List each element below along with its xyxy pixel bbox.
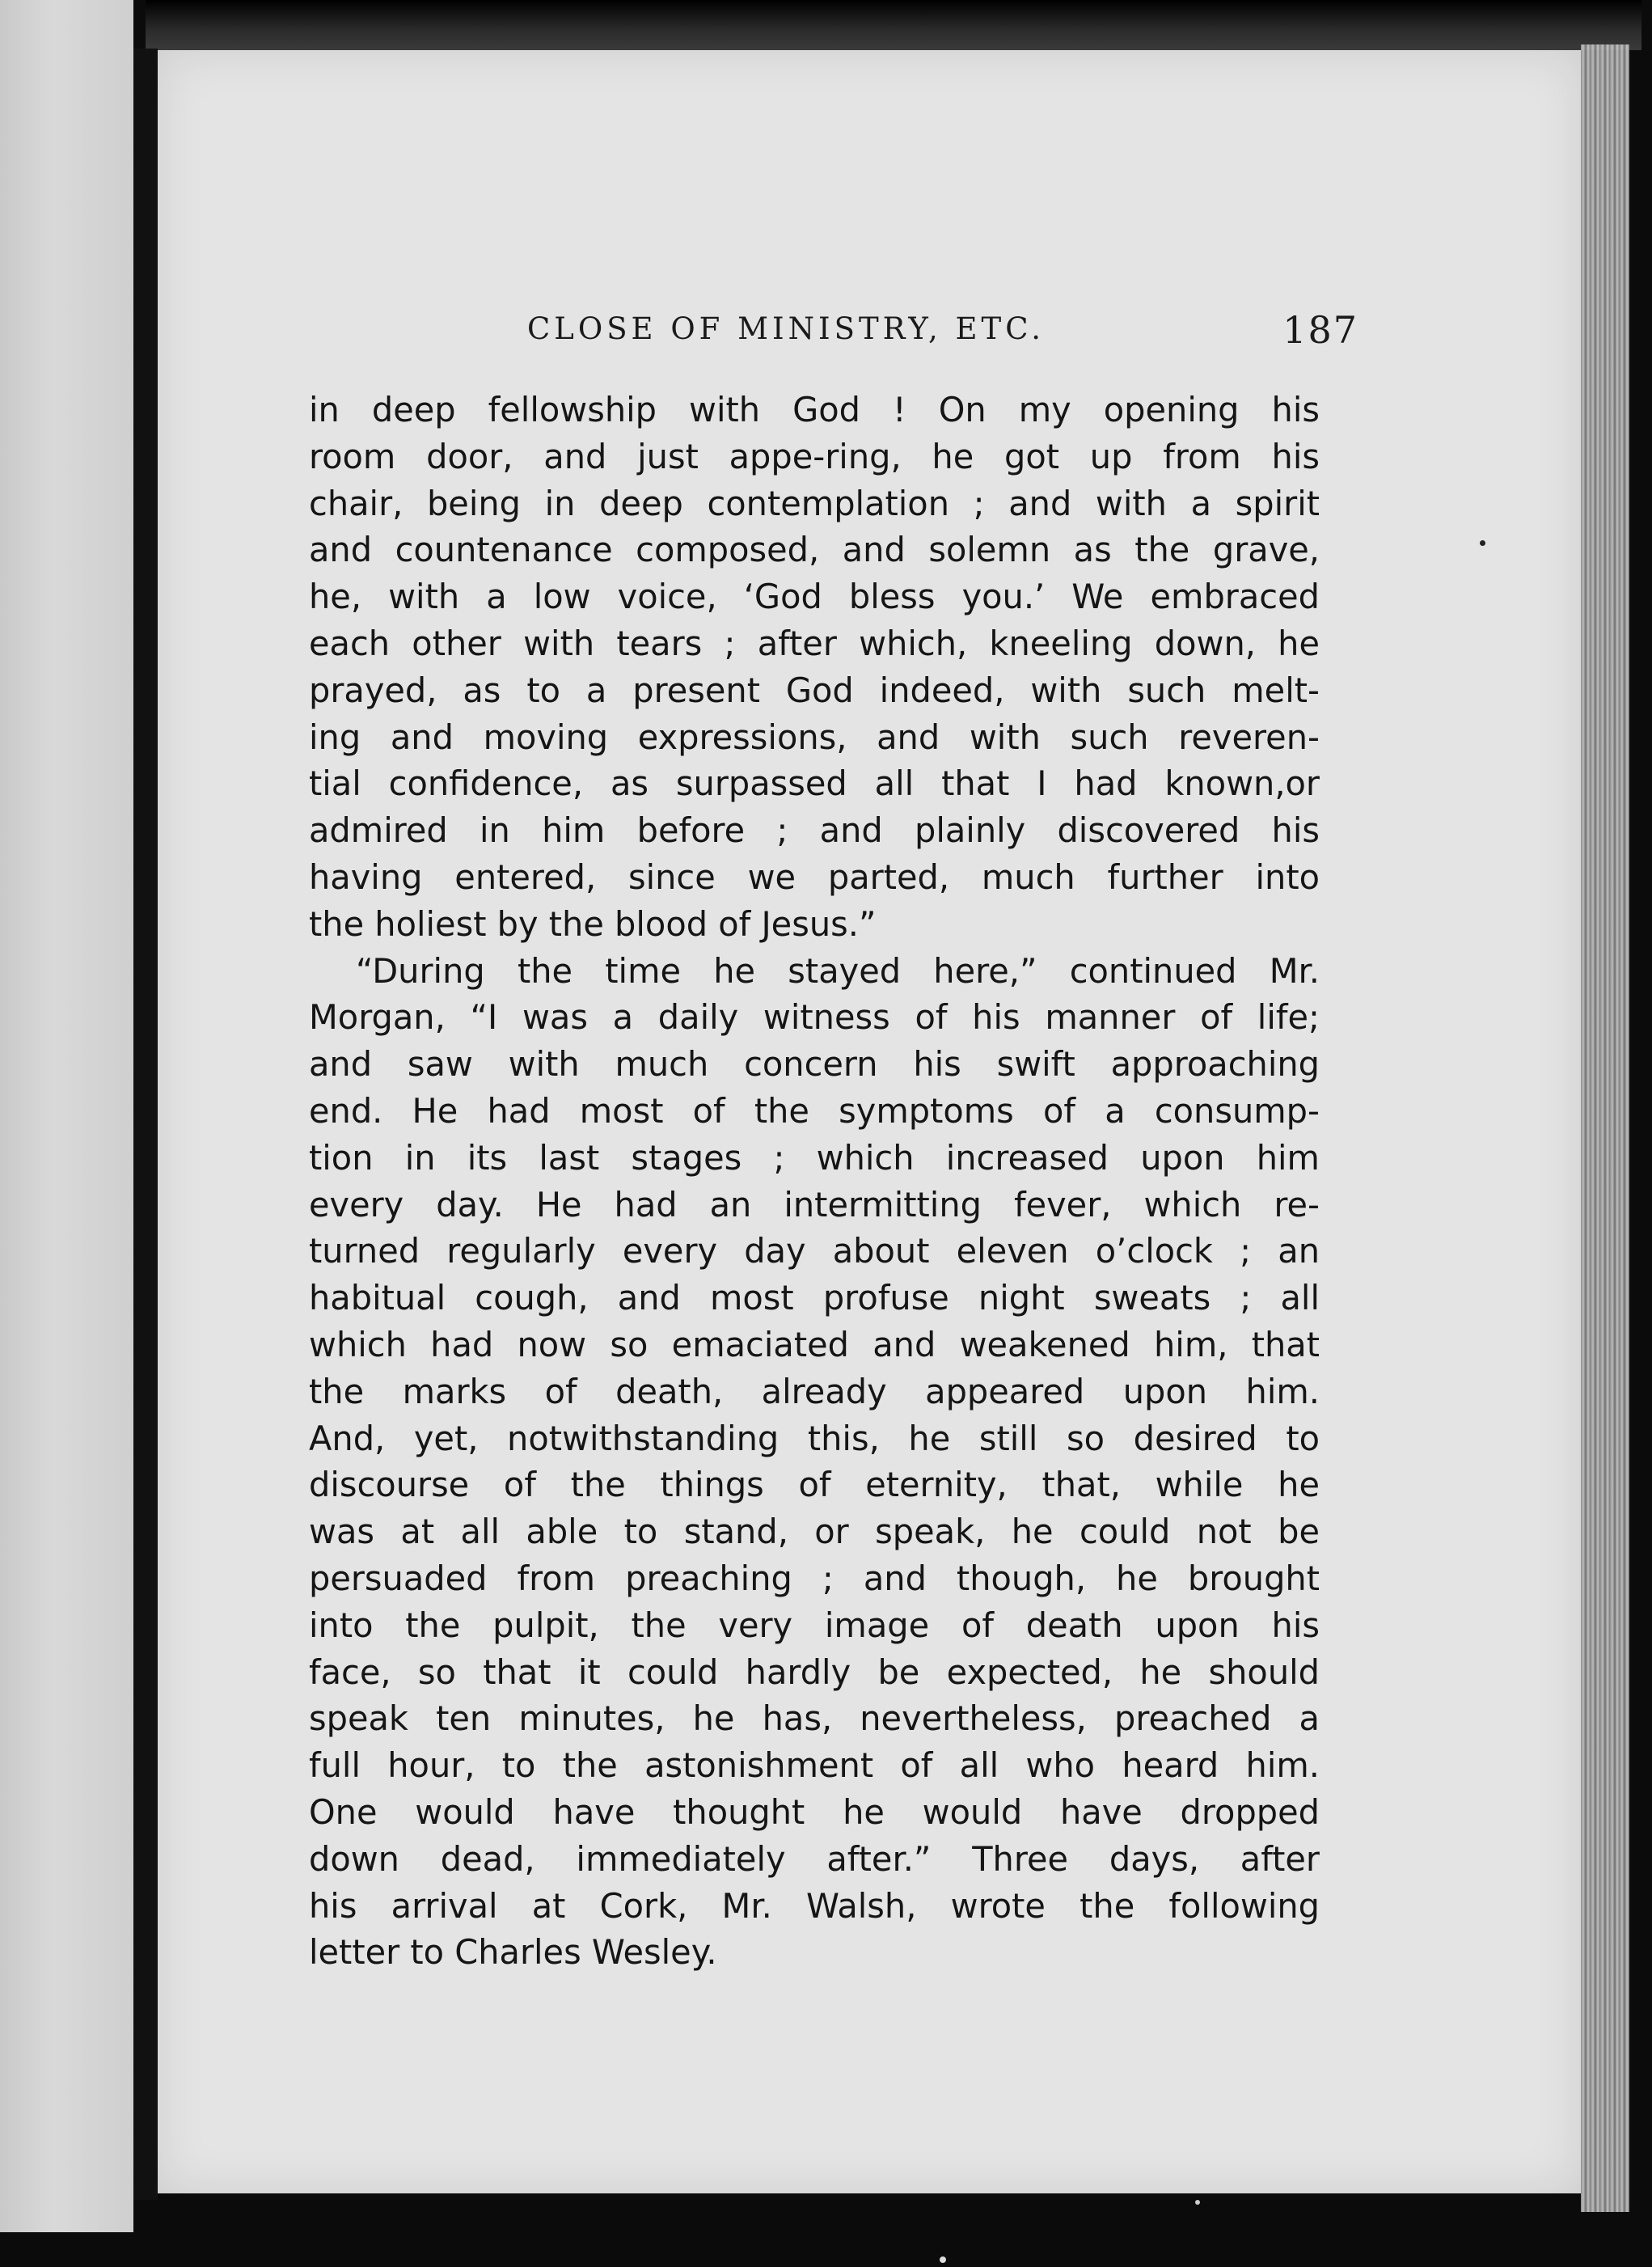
scan-speck (1195, 2200, 1200, 2205)
text-line: admired in him before ; and plainly discovered his (309, 810, 1320, 851)
page-right-edge (1581, 44, 1629, 2212)
text-line: into the pulpit, the very image of death upon his (309, 1605, 1320, 1645)
text-line: he, with a low voice, ‘God bless you.’ We embraced (309, 577, 1320, 617)
text-line: the marks of death, already appeared upon him. (309, 1371, 1320, 1411)
text-line: was at all able to stand, or speak, he could not be (309, 1512, 1320, 1552)
text-line: every day. He had an intermitting fever, which re- (309, 1184, 1320, 1224)
scan-left-margin (0, 0, 133, 2232)
text-line: persuaded from preaching ; and though, he brought (309, 1558, 1320, 1598)
scan-speck (940, 2256, 946, 2263)
text-line: and saw with much concern his swift approaching (309, 1044, 1320, 1085)
text-line: and countenance composed, and solemn as the grave, (309, 530, 1320, 570)
running-head (315, 308, 1358, 360)
body-text (309, 387, 1320, 1976)
text-line: full hour, to the astonishment of all who heard him. (309, 1745, 1320, 1786)
text-line: letter to Charles Wesley. (309, 1932, 717, 1973)
text-line: habitual cough, and most profuse night sweats ; all (309, 1278, 1320, 1318)
text-line: turned regularly every day about eleven o’clock ; an (309, 1231, 1320, 1271)
page-number: 187 (1282, 308, 1358, 352)
text-line: Morgan, “I was a daily witness of his manner of life; (309, 997, 1320, 1038)
text-line: end. He had most of the symptoms of a consump- (309, 1090, 1320, 1131)
text-line: the holiest by the blood of Jesus.” (309, 903, 877, 944)
text-line: ing and moving expressions, and with such reveren- (309, 717, 1320, 757)
text-line: tial confidence, as surpassed all that I had known,or (309, 763, 1320, 804)
text-line: face, so that it could hardly be expected, he should (309, 1652, 1320, 1692)
running-title: CLOSE OF MINISTRY, ETC. (527, 311, 1045, 346)
text-line: chair, being in deep contemplation ; and with a spirit (309, 483, 1320, 523)
text-line: his arrival at Cork, Mr. Walsh, wrote the following (309, 1885, 1320, 1926)
text-line: One would have thought he would have dropped (309, 1791, 1320, 1832)
scan-speck (1480, 540, 1485, 546)
text-line: “During the time he stayed here,” continued Mr. (356, 950, 1320, 991)
text-line: each other with tears ; after which, kneeling down, he (309, 623, 1320, 663)
scan-top-edge (146, 0, 1641, 50)
text-line: And, yet, notwithstanding this, he still so desired to (309, 1418, 1320, 1458)
text-line: prayed, as to a present God indeed, with such melt- (309, 670, 1320, 710)
text-line: in deep fellowship with God ! On my opening his (309, 390, 1320, 429)
text-line: having entered, since we parted, much further into (309, 856, 1320, 897)
text-line: down dead, immediately after.” Three days, after (309, 1838, 1320, 1879)
text-line: speak ten minutes, he has, nevertheless, preached a (309, 1698, 1320, 1739)
binding-bar (133, 49, 158, 2200)
text-line: which had now so emaciated and weakened him, that (309, 1324, 1320, 1364)
text-line: room door, and just appe-ring, he got up from his (309, 436, 1320, 476)
text-line: tion in its last stages ; which increased upon him (309, 1137, 1320, 1178)
text-line: discourse of the things of eternity, that, while he (309, 1465, 1320, 1505)
